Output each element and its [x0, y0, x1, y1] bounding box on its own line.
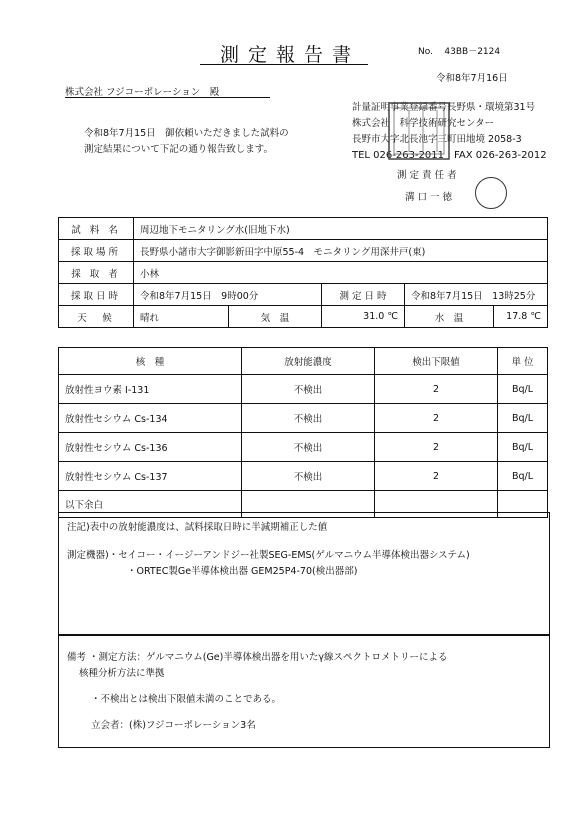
col-header-limit: 検出下限値 — [375, 348, 498, 375]
unit-cell: Bq/L — [498, 433, 548, 462]
sample-place-label: 採取場所 — [59, 240, 134, 262]
measure-datetime-value: 令和8年7月15日 13時25分 — [405, 284, 548, 306]
company-seal — [387, 101, 451, 161]
table-header-row — [59, 348, 548, 375]
intro-line: 測定結果について下記の通り報告致します。 — [84, 144, 274, 155]
results-table — [58, 347, 548, 518]
issuer-company: 株式会社 科学技術研究センター — [352, 118, 495, 129]
collector-label: 採 取 者 — [59, 262, 134, 284]
intro-text — [84, 126, 289, 158]
table-row — [59, 218, 548, 240]
unit-cell: Bq/L — [498, 462, 548, 491]
personal-seal — [475, 177, 507, 209]
table-row — [59, 306, 548, 328]
report-number-label: No. — [418, 47, 433, 57]
remarks-box — [58, 634, 550, 748]
issuer-registration: 計量証明事業登録番号長野県・環境第31号 — [352, 102, 536, 113]
note-text: 注記)表中の放射能濃度は、試料採取日時に半減期補正した値 — [67, 522, 328, 533]
nuclide-cell: 放射性セシウム Cs-134 — [59, 404, 242, 433]
sample-datetime-value: 令和8年7月15日 9時00分 — [134, 284, 322, 306]
weather-label: 天 候 — [59, 306, 134, 328]
equipment-line: ・ORTEC製Ge半導体検出器 GEM25P4-70(検出器部) — [127, 566, 358, 577]
issuer-phone: TEL 026-263-2011 FAX 026-263-2012 — [352, 150, 547, 161]
remarks-line: 備考 ・測定方法：ゲルマニウム(Ge)半導体検出器を用いたγ線スペクトロメトリーによる — [67, 652, 448, 663]
air-temp-label: 気 温 — [229, 306, 322, 328]
unit-cell: Bq/L — [498, 375, 548, 404]
intro-line: 令和8年7月15日 御依頼いただきました試料の — [84, 128, 289, 139]
activity-cell: 不検出 — [242, 375, 375, 404]
sample-name-value: 周辺地下モニタリング水(旧地下水) — [134, 218, 548, 240]
witness-line: 立会者：(株)フジコーポレーション3名 — [91, 720, 256, 731]
unit-cell: Bq/L — [498, 404, 548, 433]
table-row — [59, 284, 548, 306]
water-temp-value: 17.8 ℃ — [494, 306, 548, 328]
issuer-address: 長野市大字北長池字三町田地境 2058-3 — [352, 134, 522, 145]
client-name: 株式会社 フジコーポレーション 殿 — [65, 87, 220, 98]
notes-box — [58, 512, 550, 636]
table-row — [59, 404, 548, 433]
col-header-unit: 単 位 — [498, 348, 548, 375]
remarks-line: 核種分析方法に準拠 — [79, 668, 165, 679]
table-row — [59, 262, 548, 284]
limit-cell: 2 — [375, 375, 498, 404]
nuclide-cell: 放射性セシウム Cs-137 — [59, 462, 242, 491]
water-temp-label: 水 温 — [405, 306, 494, 328]
limit-cell: 2 — [375, 404, 498, 433]
responsible-label: 測 定 責 任 者 — [397, 170, 457, 181]
measure-datetime-label: 測 定 日 時 — [322, 284, 405, 306]
responsible-name: 溝 口 一 徳 — [405, 192, 453, 203]
report-number — [418, 44, 500, 57]
col-header-nuclide: 核 種 — [59, 348, 242, 375]
report-number-value: 43BB－2124 — [444, 47, 501, 57]
limit-cell: 2 — [375, 433, 498, 462]
table-row — [59, 433, 548, 462]
client-underline — [65, 97, 270, 98]
footer-cell: 以下余白 — [59, 491, 242, 518]
title-underline — [200, 64, 368, 65]
nuclide-cell: 放射性セシウム Cs-136 — [59, 433, 242, 462]
table-row — [59, 375, 548, 404]
nuclide-cell: 放射性ヨウ素 I-131 — [59, 375, 242, 404]
activity-cell: 不検出 — [242, 433, 375, 462]
sample-place-value: 長野県小諸市大字御影新田字中原55-4 モニタリング用深井戸(東) — [134, 240, 548, 262]
weather-value: 晴れ — [134, 306, 229, 328]
table-row — [59, 240, 548, 262]
issue-date: 令和8年7月16日 — [436, 73, 508, 84]
remarks-line: ・不検出とは検出下限値未満のことである。 — [91, 694, 282, 705]
sample-datetime-label: 採取日時 — [59, 284, 134, 306]
col-header-activity: 放射能濃度 — [242, 348, 375, 375]
limit-cell: 2 — [375, 462, 498, 491]
air-temp-value: 31.0 ℃ — [322, 306, 405, 328]
collector-value: 小林 — [134, 262, 548, 284]
sample-name-label: 試 料 名 — [59, 218, 134, 240]
report-title: 測定報告書 — [219, 44, 360, 66]
activity-cell: 不検出 — [242, 404, 375, 433]
equipment-line: 測定機器)・セイコー・イージーアンドジー社製SEG-EMS(ゲルマニウム半導体検出器システム) — [67, 550, 470, 561]
activity-cell: 不検出 — [242, 462, 375, 491]
sample-info-table — [58, 217, 548, 328]
table-row — [59, 462, 548, 491]
